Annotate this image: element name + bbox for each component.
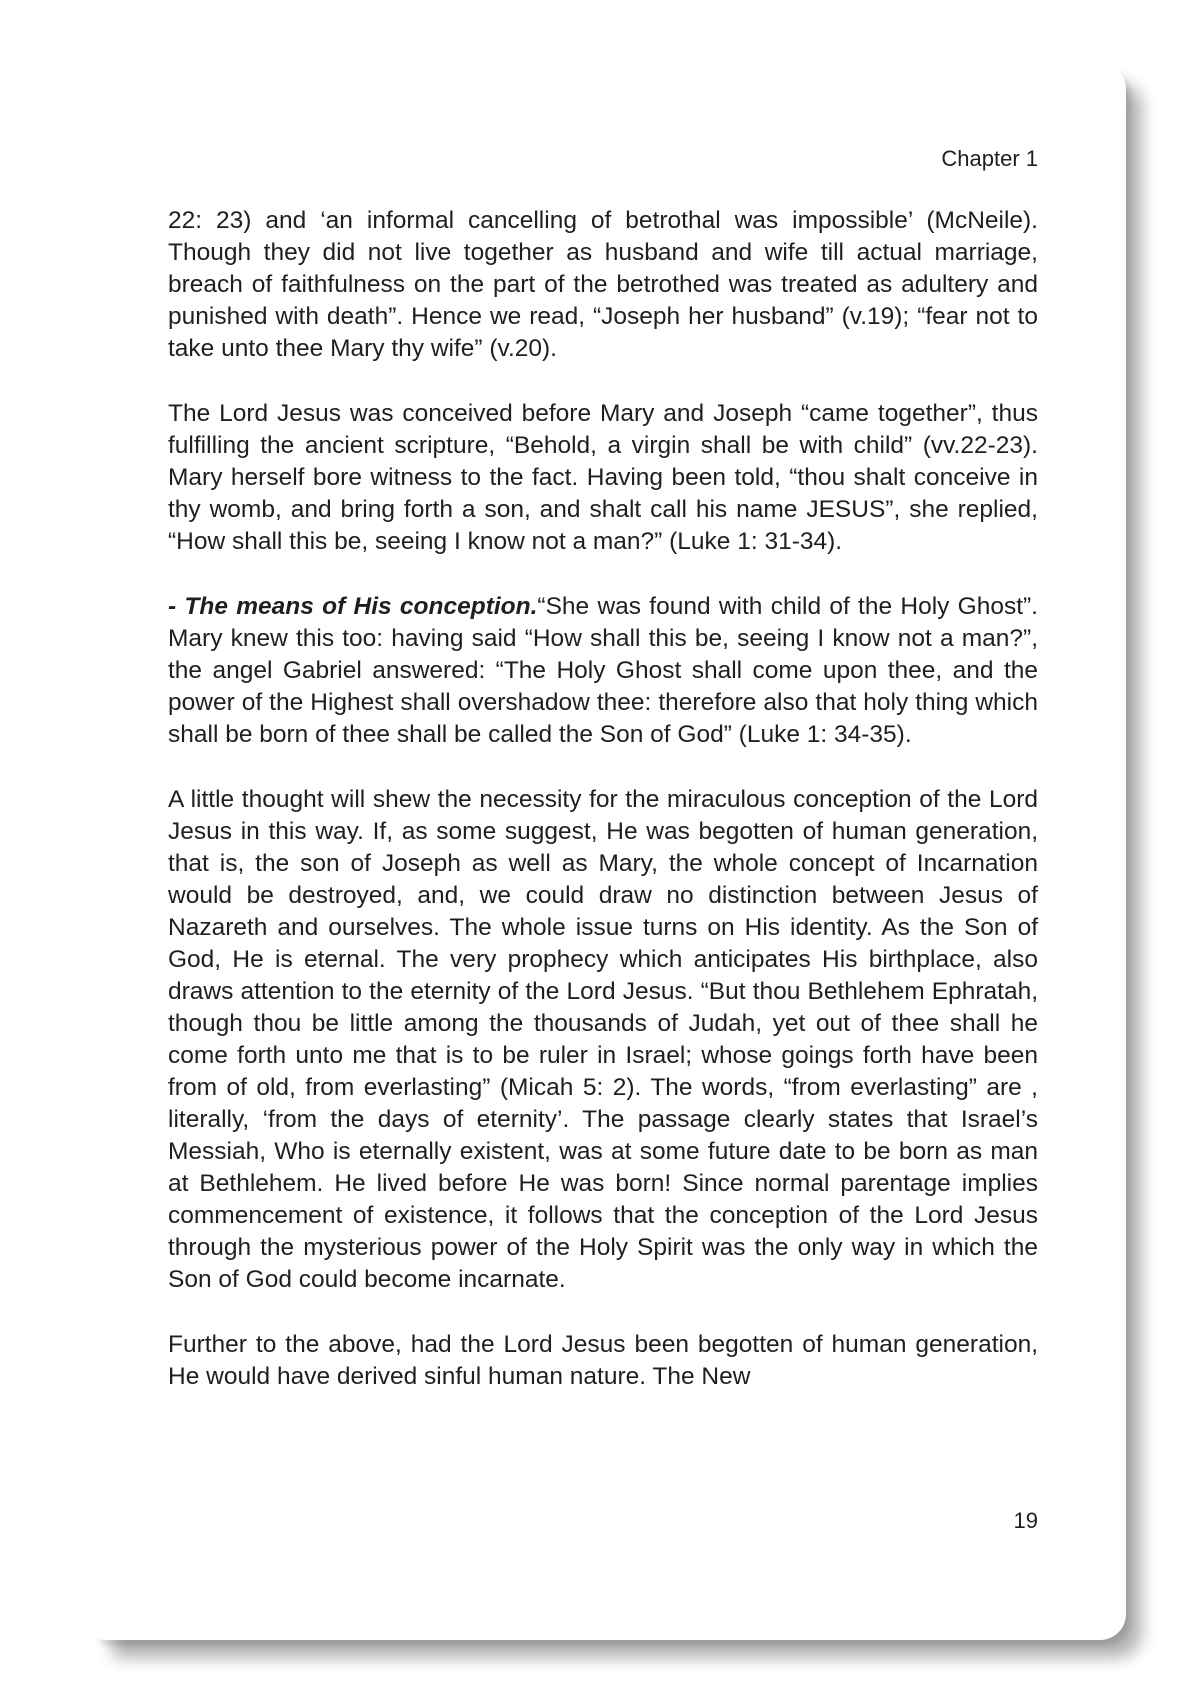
paragraph-1 [168,205,1038,365]
paragraph-3-lead: - The means of His conception. [168,593,538,620]
paragraph-2-text: The Lord Jesus was conceived before Mary and Joseph “came together”, thus fulfilling the ancient scripture, “Behold, a virgin shall be with child” (vv.22-23). Mary herself bore witness to the fact. Having been told, “thou shalt conceive in thy womb, and bring forth a son, and shalt call his name JESUS”, she replied, “How shall this be, seeing I know not a man?” (Luke 1: 31-34). [168,400,1038,555]
paragraph-2 [168,398,1038,558]
paragraph-5-text: Further to the above, had the Lord Jesus been begotten of human generation, He would have derived sinful human nature. The New [168,1331,1038,1390]
paragraph-3 [168,591,1038,751]
paragraph-3-text: “She was found with child of the Holy Ghost”. Mary knew this too: having said “How shall this be, seeing I know not a man?”, the angel Gabriel answered: “The Holy Ghost shall come upon thee, and the power of the Highest shall overshadow thee: therefore also that holy thing which shall be born of thee shall be called the Son of God” (Luke 1: 34-35). [168,593,1038,748]
paragraph-4-text: A little thought will shew the necessity for the miraculous conception of the Lord Jesus in this way. If, as some suggest, He was begotten of human generation, that is, the son of Joseph as well as Mary, the whole concept of Incarnation would be destroyed, and, we could draw no distinction between Jesus of Nazareth and ourselves. The whole issue turns on His identity. As the Son of God, He is eternal. The very prophecy which anticipates His birthplace, also draws attention to the eternity of the Lord Jesus. “But thou Bethlehem Ephratah, though thou be little among the thousands of Judah, yet out of thee shall he come forth unto me that is to be ruler in Israel; whose goings forth have been from of old, from everlasting” (Micah 5: 2). The words, “from everlasting” are , literally, ‘from the days of eternity’. The passage clearly states that Israel’s Messiah, Who is eternally existent, was at some future date to be born as man at Bethlehem. He lived before He was born! Since normal parentage implies commencement of existence, it follows that the conception of the Lord Jesus through the mysterious power of the Holy Spirit was the only way in which the Son of God could become incarnate. [168,786,1038,1293]
page-number: 19 [1013,1508,1038,1533]
page-body [168,205,1038,1393]
paragraph-1-text: 22: 23) and ‘an informal cancelling of betrothal was impossible’ (McNeile). Though they did not live together as husband and wife till actual marriage, breach of faithfulness on the part of the betrothed was treated as adultery and punished with death”. Hence we read, “Joseph her husband” (v.19); “fear not to take unto thee Mary thy wife” (v.20). [168,207,1038,362]
chapter-header: Chapter 1 [941,146,1038,171]
paragraph-5 [168,1329,1038,1393]
paragraph-4 [168,784,1038,1296]
